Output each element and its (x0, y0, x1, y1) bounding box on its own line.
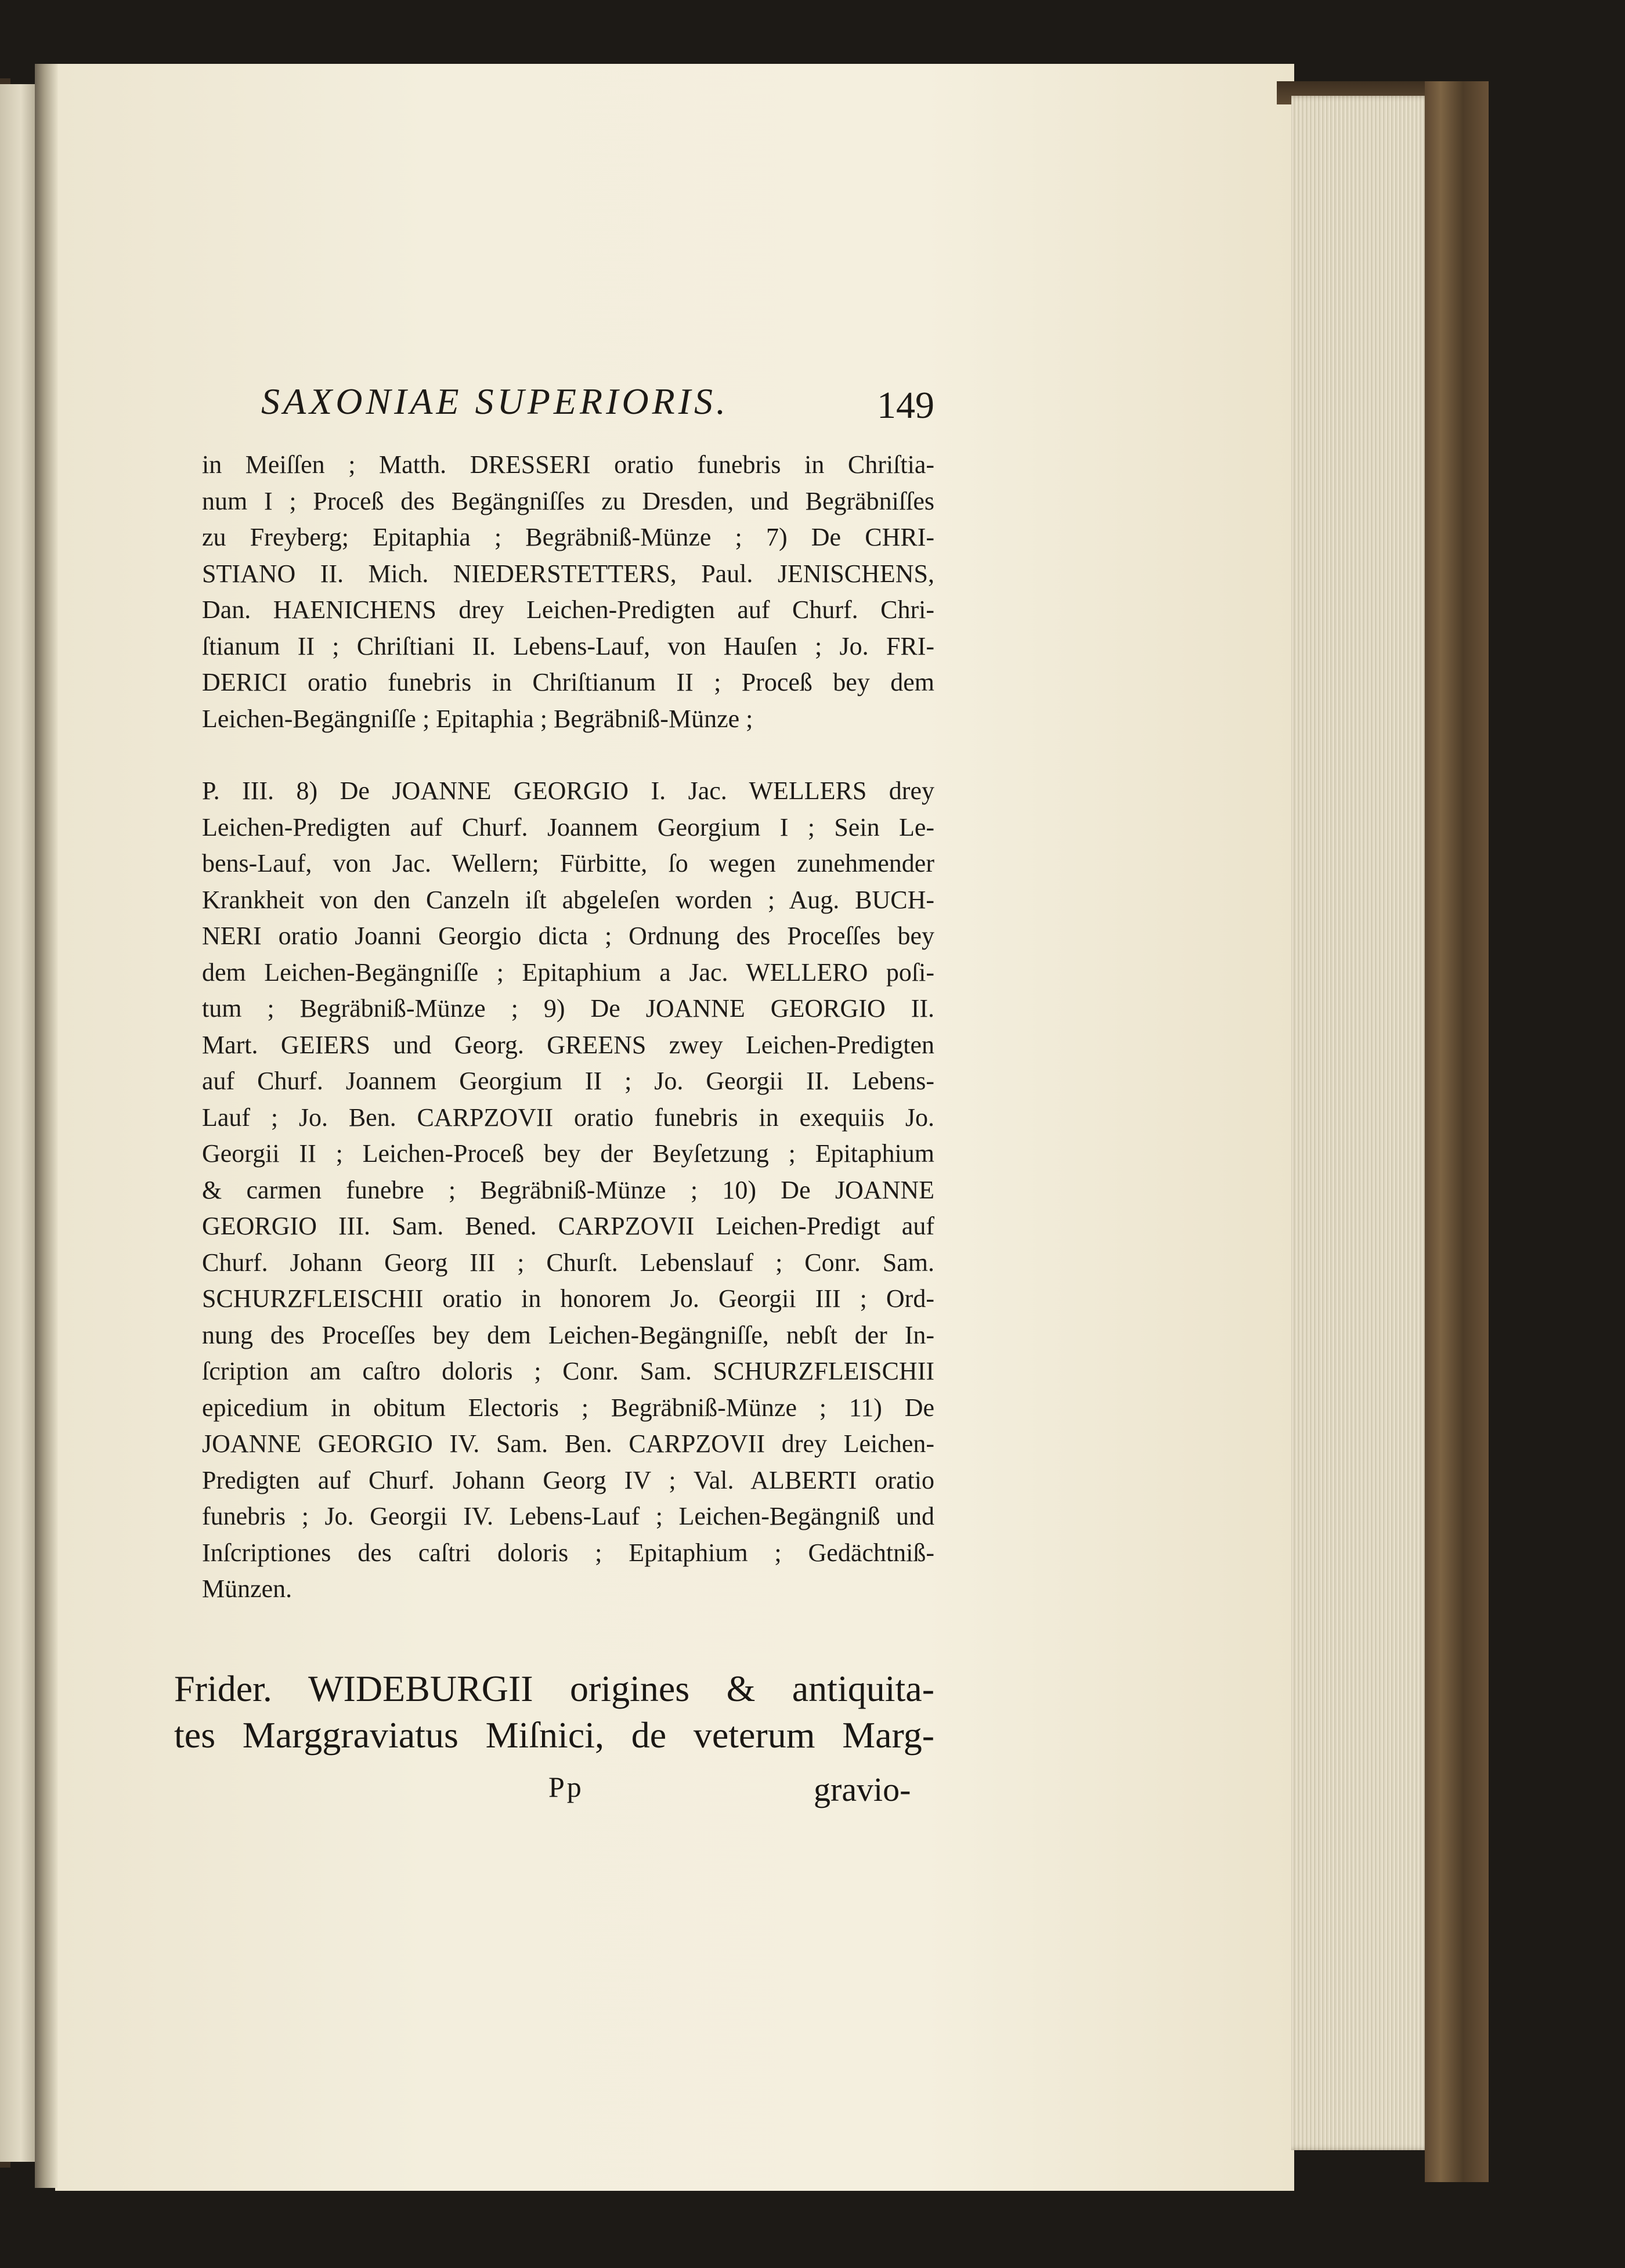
heading-line: tes Marggraviatus Miſnici, de veterum Marg- (174, 1714, 934, 1756)
text-line: bens-Lauf, von Jac. Wellern; Fürbitte, ſo wegen zunehmender (202, 849, 934, 877)
text-line: in Meiſſen ; Matth. DRESSERI oratio funebris in Chriſtia- (202, 450, 934, 479)
text-line: dem Leichen-Begängniſſe ; Epitaphium a Jac. WELLERO poſi- (202, 958, 934, 987)
facing-page-edge (0, 84, 35, 2162)
page-gutter-shadow (35, 64, 58, 2188)
running-head: SAXONIAE SUPERIORIS. (261, 381, 730, 422)
text-line: Mart. GEIERS und Georg. GREENS zwey Leichen-Predigten (202, 1030, 934, 1059)
text-line: Georgii II ; Leichen-Proceß bey der Beyſetzung ; Epitaphium (202, 1139, 934, 1168)
text-line: epicedium in obitum Electoris ; Begräbniß-Münze ; 11) De (202, 1393, 934, 1422)
text-line: DERICI oratio funebris in Chriſtianum II ; Proceß bey dem (202, 668, 934, 696)
text-line: SCHURZFLEISCHII oratio in honorem Jo. Georgii III ; Ord- (202, 1284, 934, 1313)
page-stack-fore-edge (1291, 96, 1431, 2150)
heading-line: Frider. WIDEBURGII origines & antiquita- (174, 1668, 934, 1709)
text-line: NERI oratio Joanni Georgio dicta ; Ordnung des Proceſſes bey (202, 922, 934, 950)
main-text (202, 447, 934, 1608)
section-heading (174, 1666, 934, 1758)
paragraph-2 (202, 773, 934, 1608)
text-line: num I ; Proceß des Begängniſſes zu Dresden, und Begräbniſſes (202, 486, 934, 515)
paragraph-1 (202, 447, 934, 737)
page-header (250, 380, 934, 444)
text-line: Leichen-Begängniſſe ; Epitaphia ; Begräbniß-Münze ; (202, 704, 753, 733)
text-line: tum ; Begräbniß-Münze ; 9) De JOANNE GEORGIO II. (202, 994, 934, 1023)
text-line: GEORGIO III. Sam. Bened. CARPZOVII Leichen-Predigt auf (202, 1212, 934, 1240)
text-line: P. III. 8) De JOANNE GEORGIO I. Jac. WELLERS drey (202, 777, 934, 805)
text-line: Krankheit von den Canzeln iſt abgeleſen worden ; Aug. BUCH- (202, 885, 934, 914)
text-line: Predigten auf Churf. Johann Georg IV ; Val. ALBERTI oratio (202, 1465, 934, 1494)
text-line: Dan. HAENICHENS drey Leichen-Predigten auf Churf. Chri- (202, 595, 934, 624)
back-cover-board (1425, 81, 1489, 2182)
signature-mark: Pp (548, 1771, 584, 1803)
page-number: 149 (877, 384, 934, 427)
text-line: Churf. Johann Georg III ; Churſt. Lebenslauf ; Conr. Sam. (202, 1248, 934, 1277)
text-line: zu Freyberg; Epitaphia ; Begräbniß-Münze ; 7) De CHRI- (202, 523, 934, 551)
text-line: Münzen. (202, 1574, 292, 1603)
text-line: auf Churf. Joannem Georgium II ; Jo. Georgii II. Lebens- (202, 1067, 934, 1095)
text-line: Leichen-Predigten auf Churf. Joannem Georgium I ; Sein Le- (202, 812, 934, 842)
text-line: funebris ; Jo. Georgii IV. Lebens-Lauf ; Leichen-Begängniß und (202, 1502, 934, 1530)
text-line: Lauf ; Jo. Ben. CARPZOVII oratio funebris in exequiis Jo. (202, 1103, 934, 1132)
text-line: & carmen funebre ; Begräbniß-Münze ; 10) De JOANNE (202, 1175, 934, 1204)
text-line: ſtianum II ; Chriſtiani II. Lebens-Lauf, von Hauſen ; Jo. FRI- (202, 631, 934, 660)
catchword: gravio- (814, 1771, 911, 1808)
text-line: Inſcriptiones des caſtri doloris ; Epitaphium ; Gedächtniß- (202, 1538, 934, 1567)
text-line: nung des Proceſſes bey dem Leichen-Begängniſſe, nebſt der In- (202, 1320, 934, 1349)
paragraph-spacer (202, 737, 934, 773)
text-line: STIANO II. Mich. NIEDERSTETTERS, Paul. JENISCHENS, (202, 559, 934, 588)
text-line: ſcription am caſtro doloris ; Conr. Sam. SCHURZFLEISCHII (202, 1357, 934, 1385)
text-line: JOANNE GEORGIO IV. Sam. Ben. CARPZOVII drey Leichen- (202, 1429, 934, 1458)
